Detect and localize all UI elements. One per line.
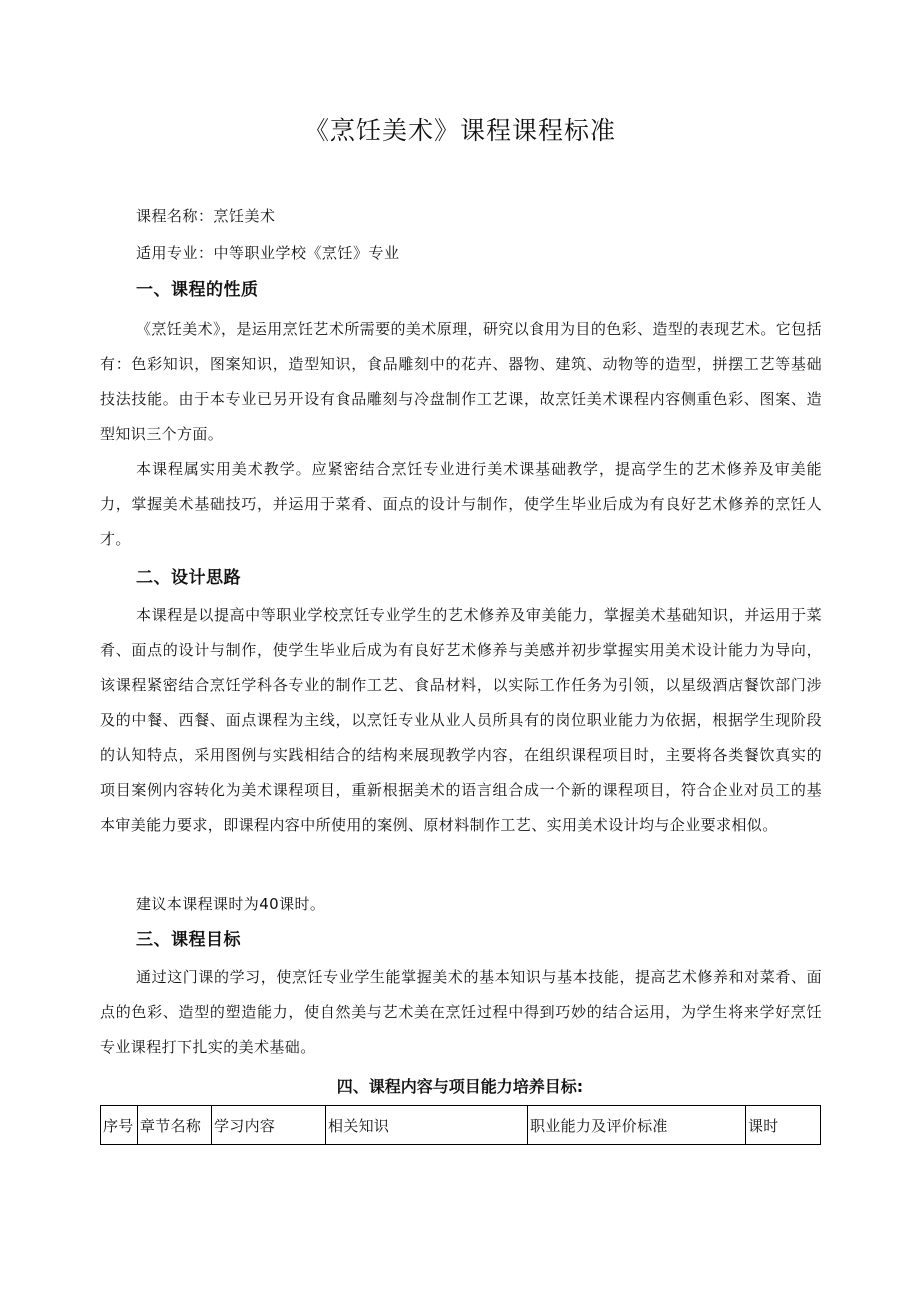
section-heading-design: 二、设计思路	[136, 568, 241, 588]
header-cell-learning-content: 学习内容	[212, 1106, 326, 1145]
header-cell-chapter: 章节名称	[138, 1106, 212, 1145]
section-heading-content: 四、课程内容与项目能力培养目标:	[336, 1077, 584, 1096]
course-content-table	[100, 1105, 821, 1145]
applicable-major-line: 适用专业：中等职业学校《烹饪》专业	[136, 244, 400, 262]
section-heading-goals: 三、课程目标	[136, 930, 241, 950]
section-heading-nature: 一、课程的性质	[136, 280, 259, 300]
header-cell-ability-criteria: 职业能力及评价标准	[528, 1106, 746, 1145]
nature-paragraph-1: 《烹饪美术》，是运用烹饪艺术所需要的美术原理，研究以食用为目的色彩、造型的表现艺术。它包括有：色彩知识，图案知识，造型知识，食品雕刻中的花卉、器物、建筑、动物等的造型，拼摆工艺等基础技法技能。由于本专业已另开设有食品雕刻与冷盘制作工艺课，故烹饪美术课程内容侧重色彩、图案、造型知识三个方面。	[100, 320, 822, 443]
header-cell-related-knowledge: 相关知识	[326, 1106, 528, 1145]
nature-paragraph-2: 本课程属实用美术教学。应紧密结合烹饪专业进行美术课基础教学，提高学生的艺术修养及审美能力，掌握美术基础技巧，并运用于菜肴、面点的设计与制作，使学生毕业后成为有良好艺术修养的烹饪人才。	[100, 460, 822, 548]
table-header-row	[101, 1106, 821, 1145]
header-cell-hours: 课时	[746, 1106, 821, 1145]
design-paragraph-1: 本课程是以提高中等职业学校烹饪专业学生的艺术修养及审美能力，掌握美术基础知识，并运用于菜肴、面点的设计与制作，使学生毕业后成为有良好艺术修养与美感并初步掌握实用美术设计能力为导向，该课程紧密结合烹饪学科各专业的制作工艺、食品材料，以实际工作任务为引领，以星级酒店餐饮部门涉及的中餐、西餐、面点课程为主线，以烹饪专业从业人员所具有的岗位职业能力为依据，根据学生现阶段的认知特点，采用图例与实践相结合的结构来展现教学内容，在组织课程项目时，主要将各类餐饮真实的项目案例内容转化为美术课程项目，重新根据美术的语言组合成一个新的课程项目，符合企业对员工的基本审美能力要求，即课程内容中所使用的案例、原材料制作工艺、实用美术设计均与企业要求相似。	[100, 606, 822, 834]
document-title: 《烹饪美术》课程课程标准	[303, 116, 616, 145]
design-paragraph-2: 建议本课程课时为40课时。	[136, 895, 326, 913]
header-cell-number: 序号	[101, 1106, 138, 1145]
course-name-line: 课程名称：烹饪美术	[136, 207, 276, 225]
goals-paragraph-1: 通过这门课的学习，使烹饪专业学生能掌握美术的基本知识与基本技能，提高艺术修养和对菜肴、面点的色彩、造型的塑造能力，使自然美与艺术美在烹饪过程中得到巧妙的结合运用，为学生将来学好烹饪专业课程打下扎实的美术基础。	[100, 968, 822, 1056]
